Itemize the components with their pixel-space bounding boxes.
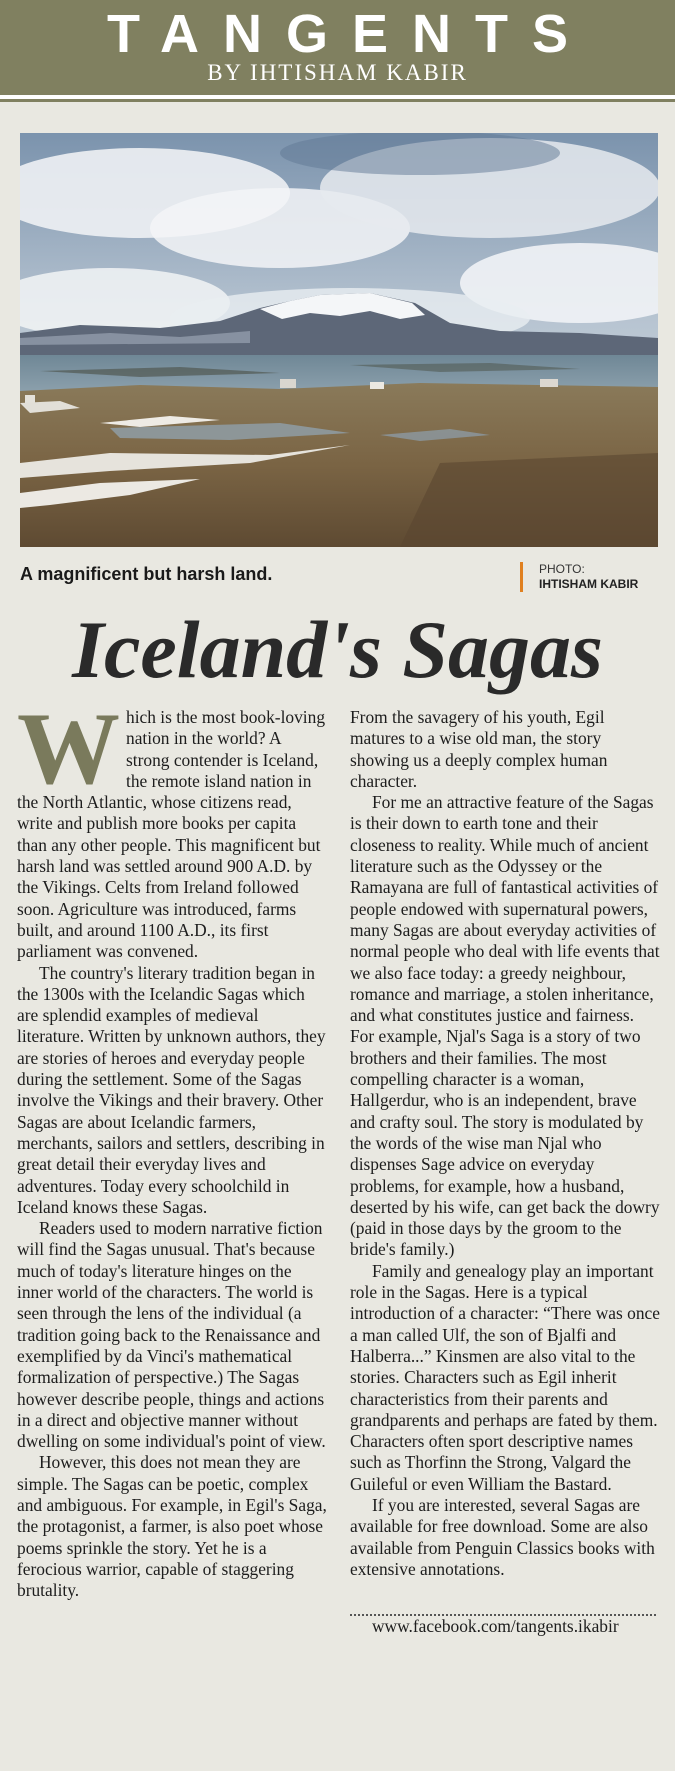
- byline: BY IHTISHAM KABIR: [207, 60, 468, 85]
- article-paragraph: From the savagery of his youth, Egil matures to a wise old man, the story showing us a deeply complex human character.: [350, 707, 608, 791]
- article-paragraph: The country's literary tradition began in the 1300s with the Icelandic Sagas which are splendid examples of medieval literature. Written by unknown authors, they are stories of heroes and everyday people during the settlement. Some of the Sagas involve the Vikings and their bravery. Other Sagas are about Icelandic farmers, merchants, sailors and settlers, describing in great detail their everyday lives and adventures. Today every schoolchild in Iceland knows these Sagas.: [17, 962, 326, 1217]
- article-paragraph: For me an attractive feature of the Sagas is their down to earth tone and their closeness to reality. While much of ancient literature such as the Odyssey or the Ramayana are full of fantastical activities of people endowed with supernatural powers, many Sagas are about everyday activities of normal people who deal with life events that we also face today: a greedy neighbour, romance and marriage, a stolen inheritance, and what constitutes justice and fairness. For example, Njal's Saga is a story of two brothers and their families. The most compelling character is a woman, Hallgerdur, who is an independent, brave and crafty soul. The story is modulated by the words of the wise man Njal who dispenses Sage advice on everyday problems, for example, how a husband, deserted by his wife, can get back the dowry (paid in those days by the groom to the bride's family.): [350, 792, 660, 1260]
- masthead: [0, 0, 675, 99]
- photo-credit: [520, 562, 638, 592]
- article-headline: Iceland's Sagas: [72, 604, 603, 695]
- landscape-photo: [20, 133, 658, 547]
- article-column-right: [350, 707, 660, 1637]
- photographer-name: IHTISHAM KABIR: [539, 577, 639, 591]
- photo-credit-label: PHOTO:: [539, 562, 585, 576]
- article-paragraph: If you are interested, several Sagas are available for free download. Some are also available from Penguin Classics books with extensive annotations.: [350, 1494, 655, 1579]
- article-column-left: [17, 692, 327, 1601]
- article-paragraph: Readers used to modern narrative fiction will find the Sagas unusual. That's because much of today's literature hinges on the inner world of the characters. The world is seen through the lens of the individual (a tradition going back to the Renaissance and exemplified by da Vinci's mathematical formalization of perspective.) The Sagas however describe people, things and actions in a direct and objective manner without dwelling on some individual's point of view.: [17, 1218, 326, 1452]
- article-paragraph: However, this does not mean they are simple. The Sagas can be poetic, complex and ambiguous. For example, in Egil's Saga, the protagonist, a farmer, is also poet whose poems sprinkle the story. Yet he is a ferocious warrior, capable of staggering brutality.: [17, 1452, 327, 1601]
- author-facebook-link[interactable]: www.facebook.com/tangents.ikabir: [372, 1616, 619, 1637]
- first-paragraph-text: hich is the most book-loving nation in the world? A strong contender is Iceland, the remote island nation in the North Atlantic, whose citizens read, write and publish more books per capita than any other people. This magnificent but harsh land was settled around 900 A.D. by the Vikings. Celts from Ireland followed soon. Agriculture was introduced, farms built, and around 1100 A.D., its first parliament was convened.: [17, 707, 326, 962]
- article-paragraph: Family and genealogy play an important role in the Sagas. Here is a typical introduction of a character: “There was once a man called Ulf, the son of Bjalfi and Halberra...” Kinsmen are also vital to the stories. Characters such as Egil inherit characteristics from their parents and grandparents and perhaps are fated by them. Characters often sport descriptive names such as Thorfinn the Strong, Valgard the Guileful or even William the Bastard.: [350, 1260, 660, 1494]
- article-paragraph: [17, 692, 327, 963]
- iceland-landscape-image: [20, 133, 658, 547]
- column-title: TANGENTS: [107, 4, 592, 64]
- drop-cap: W: [17, 692, 120, 806]
- photo-caption: A magnificent but harsh land.: [20, 564, 273, 584]
